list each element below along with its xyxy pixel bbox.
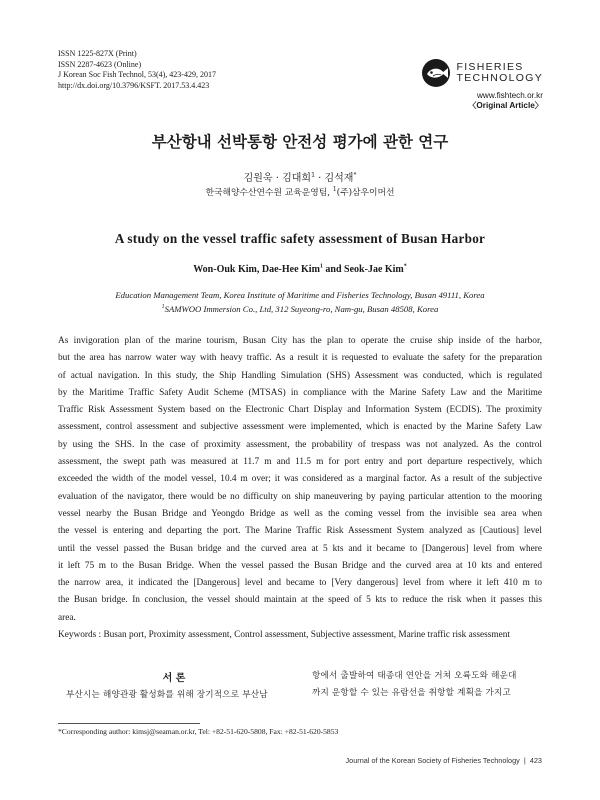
abstract-line: by using the SHS. In the case of proximity assessment, the probability of trespass was not analyzed. As the control bbox=[58, 439, 542, 450]
article-type: 〈Original Article〉 bbox=[468, 101, 543, 110]
fish-logo-icon bbox=[421, 58, 451, 88]
korean-author-1: 김원욱 bbox=[243, 173, 273, 184]
english-affiliation-2: $^1$SAMWOO Immersion Co., Ltd, 312 Suyeong-ro, Nam-gu, Busan 48508, Korea bbox=[161, 304, 439, 314]
logo-text-line1: FISHERIES bbox=[456, 61, 524, 73]
english-authors: Won-Ouk Kim, Dae-Hee Kim$^1$ and Seok-Jae Kim* bbox=[193, 263, 407, 275]
journal-url[interactable]: www.fishtech.or.kr bbox=[477, 91, 543, 100]
keywords: Keywords : Busan port, Proximity assessment, Control assessment, Subjective assessment, Marine traffic risk assessment bbox=[58, 630, 510, 640]
abstract-line: Traffic Risk Assessment System based on the Electronic Chart Display and Information System (ECDIS). The proximity bbox=[58, 405, 542, 416]
intro-left-column bbox=[58, 669, 290, 704]
abstract bbox=[58, 333, 542, 627]
abstract-line: evaluation of the navigator, there would be no difficulty on ship maneuvering by paying particular attention to the mooring bbox=[58, 491, 542, 502]
doi-link[interactable]: http://dx.doi.org/10.3796/KSFT. 2017.53.4.423 bbox=[58, 80, 210, 90]
korean-affiliation: 한국해양수산연수원 교육운영팀, $^1$(주)삼우이머선 bbox=[205, 186, 395, 198]
abstract-line: assessment, control assessment and subjective assessment were implemented, which is enacted by the Marine Safety Law bbox=[58, 422, 542, 433]
issn-print: ISSN 1225-827X (Print) bbox=[58, 49, 137, 58]
abstract-line: of actual navigation. In this study, the Ship Handling Simulation (SHS) Assessment was conducted, which is regulated bbox=[58, 370, 542, 381]
intro-paragraph-start: 부산시는 해양관광 활성화를 위해 장기적으로 부산남 bbox=[66, 690, 268, 700]
citation-meta bbox=[58, 49, 216, 91]
logo-text-line2: TECHNOLOGY bbox=[456, 72, 543, 84]
abstract-line: exceeded the width of the model vessel, 10.4 m over; it was considered as a marginal factor. As a result of the subjective bbox=[58, 474, 542, 485]
intro-right-line-2: 까지 운항할 수 있는 유람선을 취항할 계획을 가지고 bbox=[312, 688, 512, 698]
intro-right-line-1: 항에서 출발하여 태종대 연안을 거쳐 오륙도와 해운대 bbox=[312, 671, 517, 681]
abstract-line: but the area has narrow water way with heavy traffic. As a result it is requested to evaluate the safety for the preparation bbox=[58, 353, 542, 364]
abstract-line: the Busan bridge. In conclusion, the vessel should maintain at the speed of 5 kts to reduce the risk when it passes this bbox=[58, 595, 542, 606]
abstract-line: the narrow area, it indicated the [Dangerous] level and became to [Very dangerous] level from where it left 410 m to bbox=[58, 578, 542, 589]
korean-title: 부산항내 선박통항 안전성 평가에 관한 연구 bbox=[151, 133, 449, 151]
abstract-line: As invigoration plan of the marine tourism, Busan City has the plan to operate the cruise ship inside of the harbor, bbox=[58, 336, 542, 346]
journal-citation: J Korean Soc Fish Technol, 53(4), 423-429, 2017 bbox=[58, 70, 216, 79]
page-footer: Journal of the Korean Society of Fisheries Technology | 423 bbox=[345, 756, 542, 765]
abstract-line: by the Maritime Traffic Safety Audit Scheme (MTSAS) in compliance with the Marine Safety Law and the Maritime bbox=[58, 387, 542, 398]
abstract-line: assessment, the swept path was measured at 11.7 m and 11.5 m for port entry and port departure respectively, which bbox=[58, 457, 542, 468]
english-author-2: Dae-Hee Kim bbox=[261, 264, 320, 275]
issn-online: ISSN 2287-4623 (Online) bbox=[58, 59, 142, 69]
english-affiliation-1: Education Management Team, Korea Institute of Maritime and Fisheries Technology, Busan 49111, Korea bbox=[115, 290, 485, 300]
english-author-1: Won-Ouk Kim bbox=[193, 264, 257, 275]
english-title: A study on the vessel traffic safety assessment of Busan Harbor bbox=[114, 231, 486, 246]
english-author-3: Seok-Jae Kim bbox=[344, 264, 404, 275]
korean-author-2: 김대희 bbox=[282, 173, 312, 184]
journal-logo bbox=[408, 58, 543, 111]
abstract-line: area. bbox=[58, 612, 76, 623]
intro-right-column bbox=[312, 668, 544, 702]
abstract-line: the vessel is entering and departing the port. The Marine Traffic Risk Assessment System analyzed as [Cautious] level bbox=[58, 526, 542, 537]
abstract-line: it left 75 m to the Busan Bridge. When the vessel passed the Busan Bridge and the curved area at 10 kts and entered bbox=[58, 560, 542, 571]
abstract-line: until the vessel passed the Busan bridge and the curved area at 5 kts and it became to [Dangerous] level from where bbox=[58, 543, 542, 554]
footnote-divider bbox=[58, 723, 200, 724]
abstract-line: vessel nearby the Busan Bridge and Yeongdo Bridge as well as the coming vessel from the invisible sea area when bbox=[58, 508, 542, 519]
corresponding-author-footnote: *Corresponding author: kimsj@seaman.or.kr, Tel: +82-51-620-5808, Fax: +82-51-620-5853 bbox=[58, 727, 339, 736]
korean-authors: 김원욱 · 김대희$^1$ · 김석재* bbox=[243, 171, 357, 184]
korean-author-3: 김석재 bbox=[324, 173, 354, 184]
section-heading-introduction: 서 론 bbox=[162, 673, 186, 684]
